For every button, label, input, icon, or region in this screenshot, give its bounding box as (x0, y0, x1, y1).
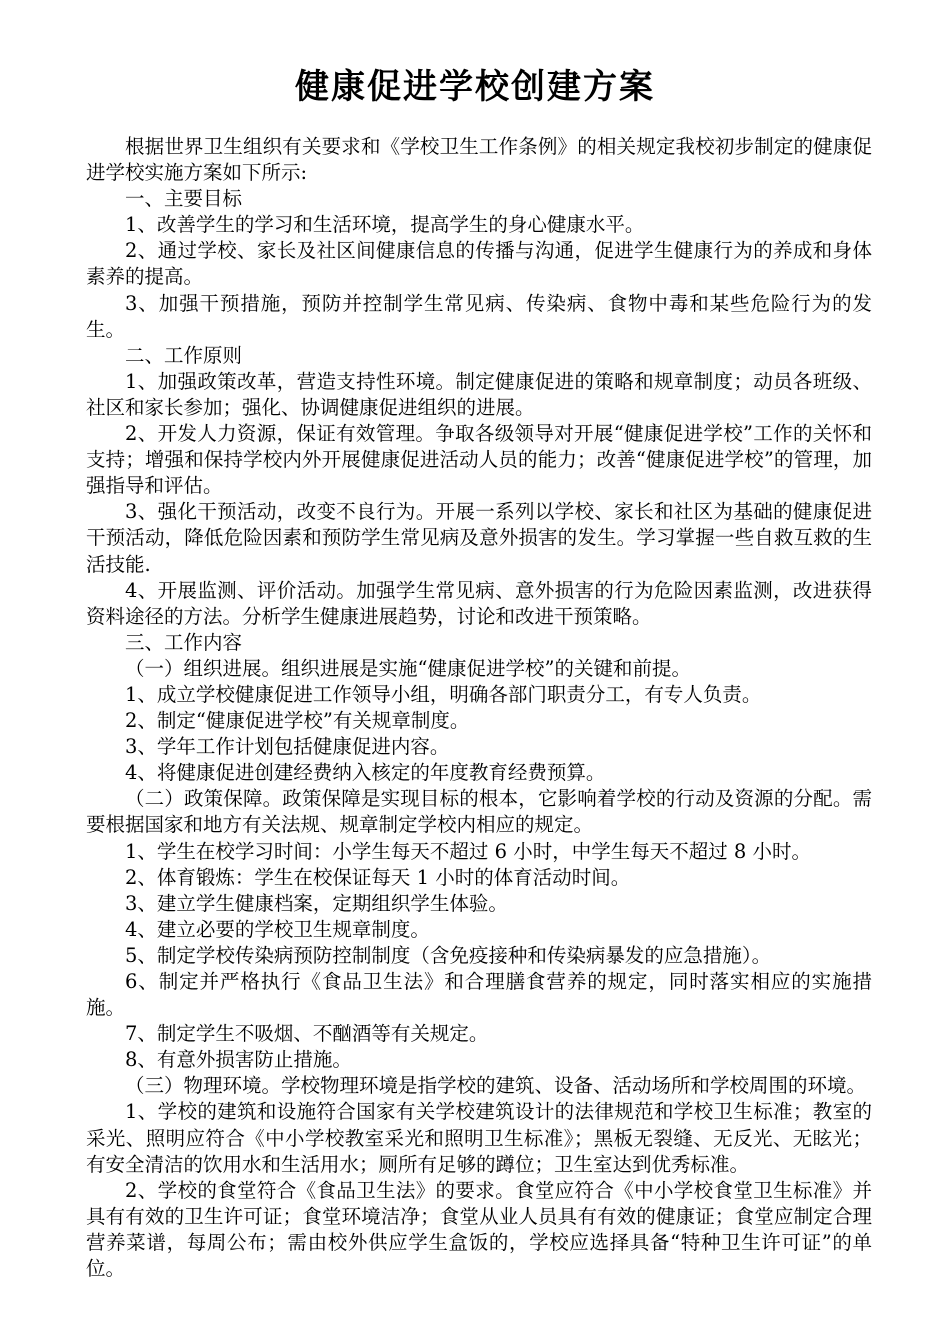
paragraph: （二）政策保障。政策保障是实现目标的根本，它影响着学校的行动及资源的分配。需要根据国家和地方有关法规、规章制定学校内相应的规定。 (86, 787, 872, 837)
paragraph: 二、工作原则 (125, 343, 243, 367)
paragraph: 6、制定并严格执行《食品卫生法》和合理膳食营养的规定，同时落实相应的实施措施。 (86, 970, 872, 1020)
paragraph: 4、建立必要的学校卫生规章制度。 (125, 917, 430, 941)
paragraph: 3、加强干预措施，预防并控制学生常见病、传染病、食物中毒和某些危险行为的发生。 (86, 291, 872, 341)
paragraph: 4、开展监测、评价活动。加强学生常见病、意外损害的行为危险因素监测，改进获得资料途径的方法。分析学生健康进展趋势，讨论和改进干预策略。 (86, 578, 872, 628)
paragraph: 一、主要目标 (125, 187, 243, 211)
paragraph: （三）物理环境。学校物理环境是指学校的建筑、设备、活动场所和学校周围的环境。 (125, 1074, 867, 1098)
paragraph: 3、学年工作计划包括健康促进内容。 (125, 735, 450, 759)
paragraph: 3、建立学生健康档案，定期组织学生体验。 (125, 891, 508, 915)
paragraph: 1、加强政策改革，营造支持性环境。制定健康促进的策略和规章制度；动员各班级、社区和家长参加；强化、协调健康促进组织的进展。 (86, 369, 872, 419)
paragraph: 1、学生在校学习时间：小学生每天不超过 6 小时，中学生每天不超过 8 小时。 (125, 839, 812, 863)
paragraph: 2、体育锻炼：学生在校保证每天 1 小时的体育活动时间。 (125, 865, 631, 889)
paragraph: 2、开发人力资源，保证有效管理。争取各级领导对开展“健康促进学校”工作的关怀和支持；增强和保持学校内外开展健康促进活动人员的能力；改善“健康促进学校”的管理，加强指导和评估。 (86, 422, 872, 498)
paragraph: 3、强化干预活动，改变不良行为。开展一系列以学校、家长和社区为基础的健康促进干预活动，降低危险因素和预防学生常见病及意外损害的发生。学习掌握一些自救互救的生活技能. (86, 500, 872, 576)
paragraph: 2、制定“健康促进学校”有关规章制度。 (125, 709, 470, 733)
document-body (86, 134, 872, 1282)
paragraph: 1、成立学校健康促进工作领导小组，明确各部门职责分工，有专人负责。 (125, 682, 762, 706)
document-title: 健康促进学校创建方案 (295, 67, 655, 107)
paragraph: 1、改善学生的学习和生活环境，提高学生的身心健康水平。 (125, 213, 645, 237)
paragraph: 8、有意外损害防止措施。 (125, 1048, 352, 1072)
paragraph: 根据世界卫生组织有关要求和《学校卫生工作条例》的相关规定我校初步制定的健康促进学校实施方案如下所示: (86, 135, 872, 185)
paragraph: 1、学校的建筑和设施符合国家有关学校建筑设计的法律规范和学校卫生标准；教室的采光、照明应符合《中小学校教室采光和照明卫生标准》；黑板无裂缝、无反光、无眩光；有安全清洁的饮用水和生活用水；厕所有足够的蹲位；卫生室达到优秀标准。 (86, 1100, 872, 1176)
paragraph: 三、工作内容 (125, 630, 243, 654)
paragraph: 7、制定学生不吸烟、不酗酒等有关规定。 (125, 1022, 489, 1046)
paragraph: 4、将健康促进创建经费纳入核定的年度教育经费预算。 (125, 761, 606, 785)
paragraph: 2、学校的食堂符合《食品卫生法》的要求。食堂应符合《中小学校食堂卫生标准》并具有有效的卫生许可证；食堂环境洁净；食堂从业人员具有有效的健康证；食堂应制定合理营养菜谱，每周公布；需由校外供应学生盒饭的，学校应选择具备“特种卫生许可证”的单位。 (86, 1178, 872, 1281)
paragraph: （一）组织进展。组织进展是实施“健康促进学校”的关键和前提。 (125, 656, 691, 680)
paragraph: 2、通过学校、家长及社区间健康信息的传播与沟通，促进学生健康行为的养成和身体素养的提高。 (86, 239, 872, 289)
paragraph: 5、制定学校传染病预防控制制度（含免疫接种和传染病暴发的应急措施）。 (125, 943, 772, 967)
